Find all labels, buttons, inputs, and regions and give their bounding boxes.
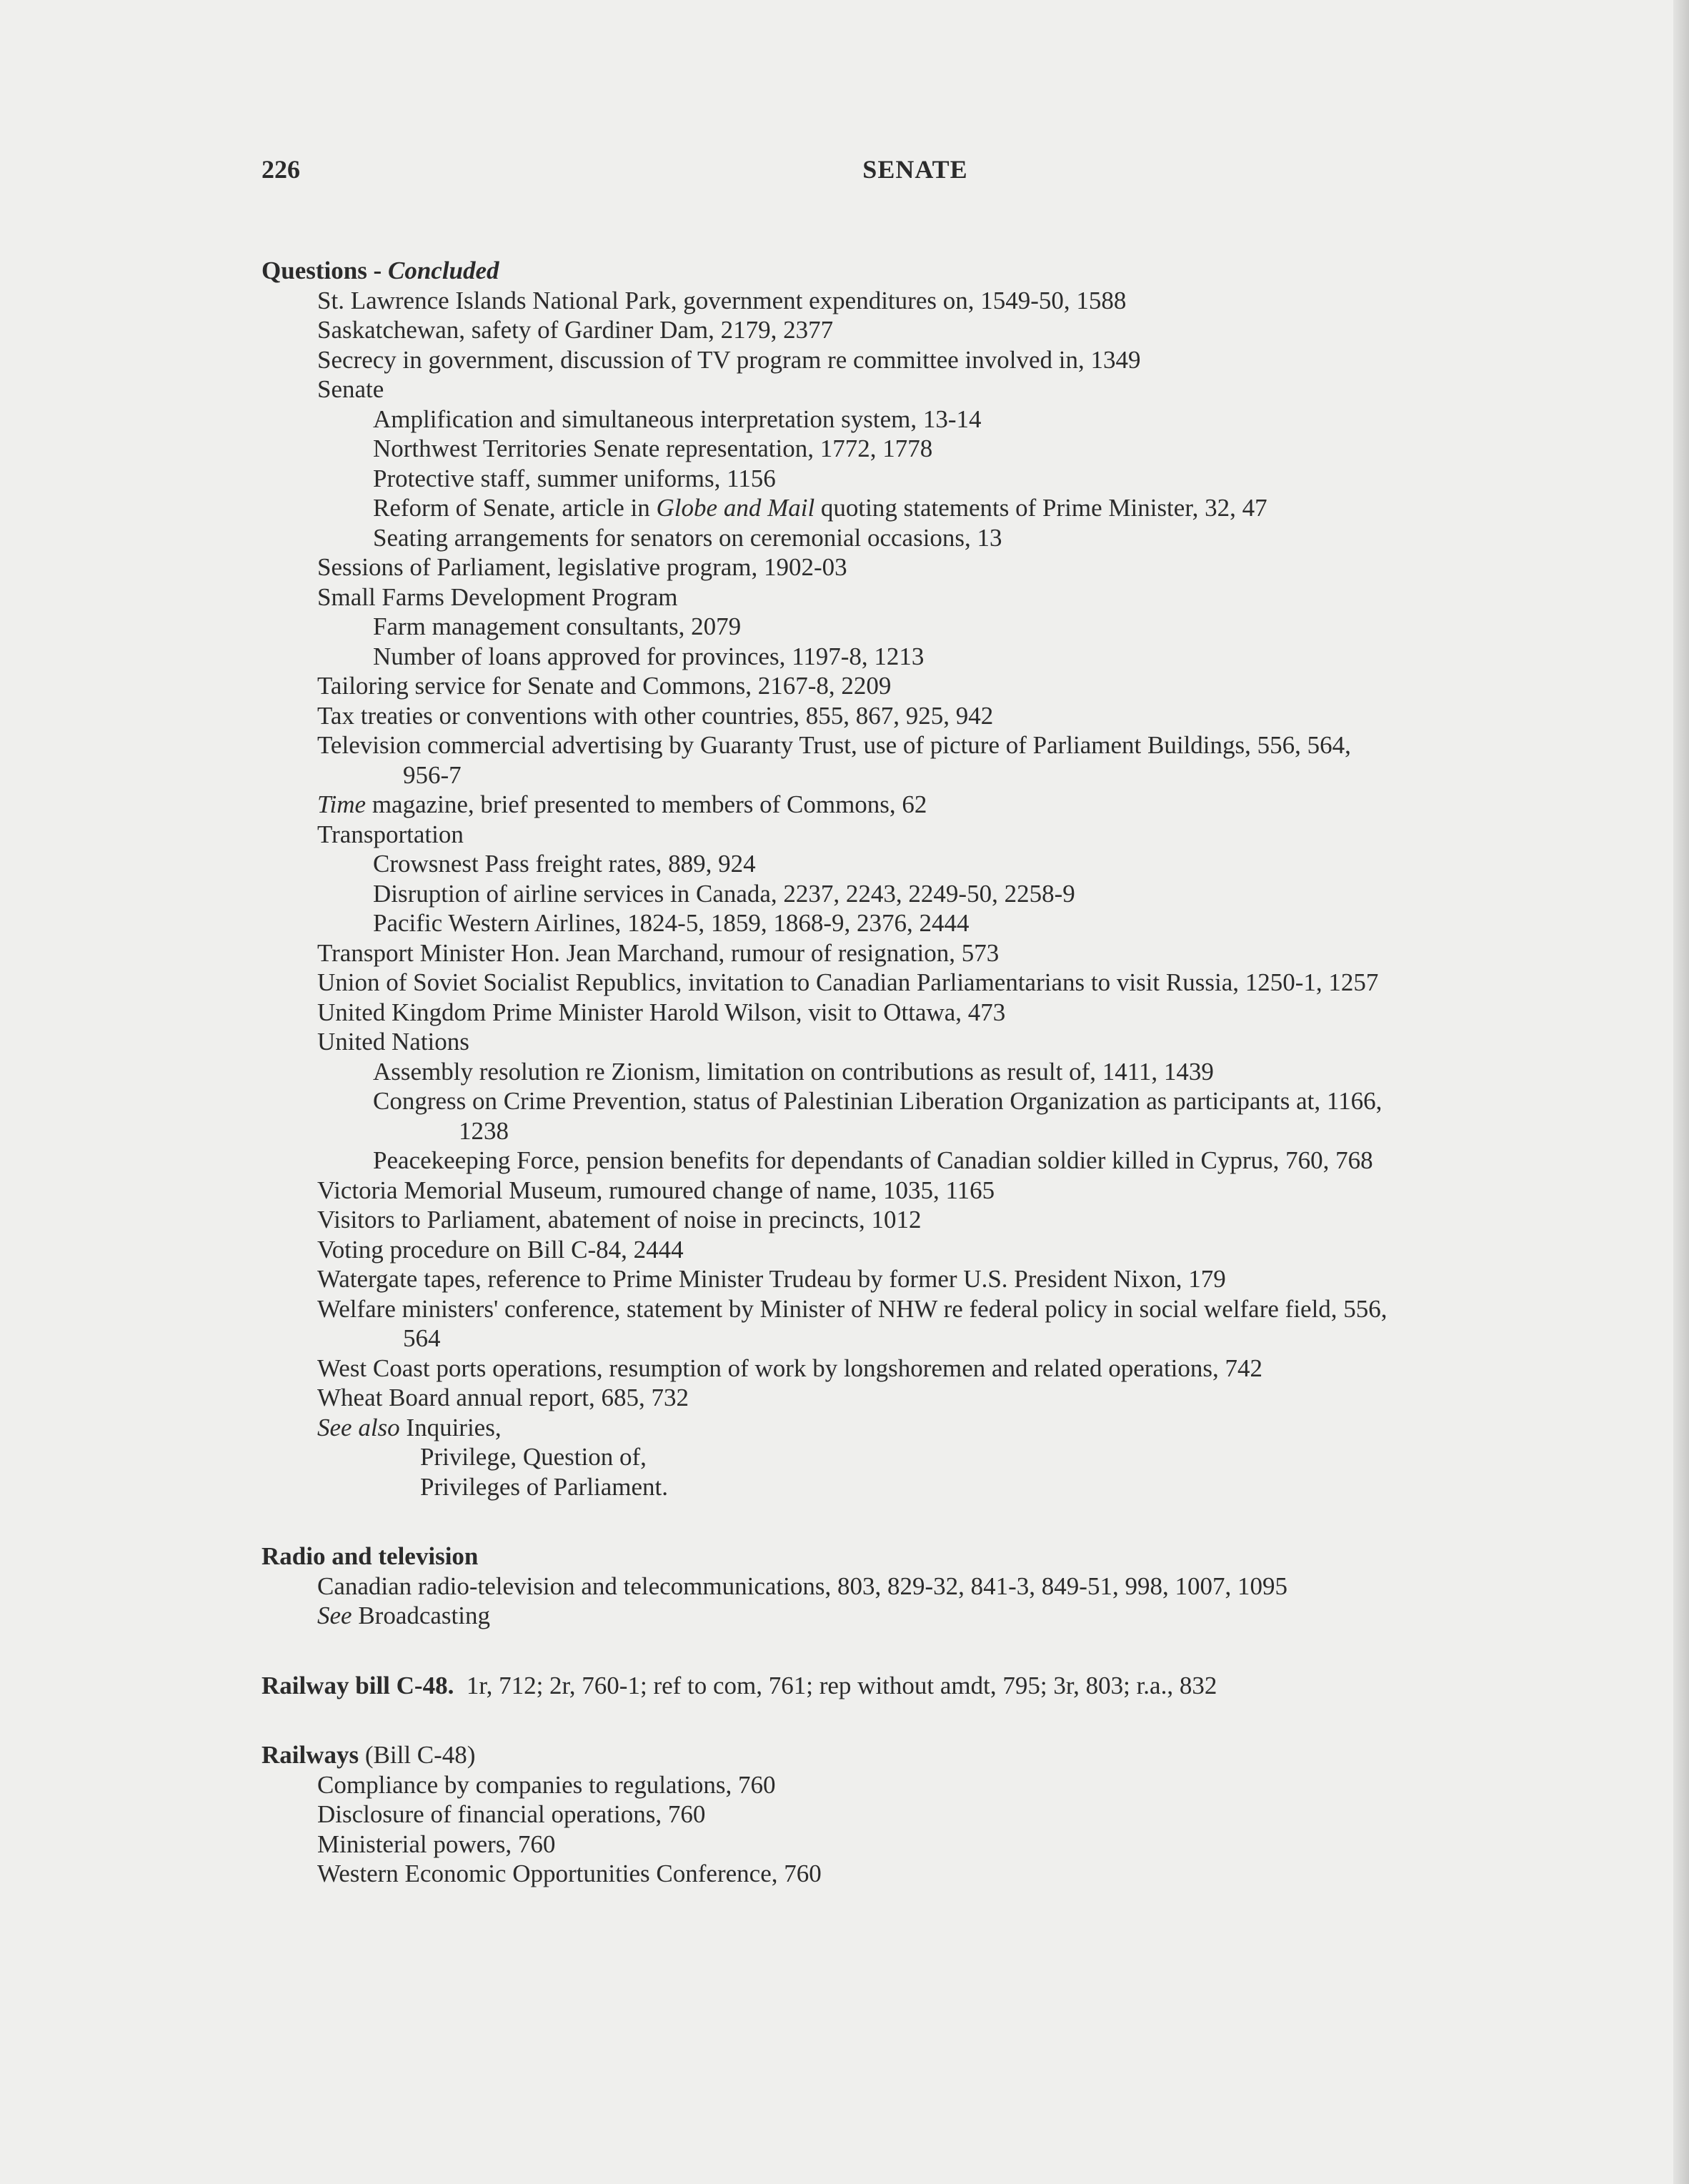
index-entry: Small Farms Development Program bbox=[317, 582, 678, 611]
section-gap bbox=[261, 1502, 1569, 1542]
index-entry: Saskatchewan, safety of Gardiner Dam, 2179, 2377 bbox=[317, 316, 834, 344]
see-reference: See Broadcasting bbox=[317, 1602, 491, 1629]
index-entry: Western Economic Opportunities Conference, 760 bbox=[317, 1860, 822, 1887]
railway-bill-entry: Railway bill C-48. 1r, 712; 2r, 760-1; ref to com, 761; rep without amdt, 795; 3r, 803; r.a., 832 bbox=[261, 1671, 1217, 1699]
index-subentry: Amplification and simultaneous interpretation system, 13-14 bbox=[373, 404, 982, 433]
index-entry: West Coast ports operations, resumption of work by longshoremen and related operations, 742 bbox=[317, 1354, 1263, 1382]
index-subentry: Disruption of airline services in Canada, 2237, 2243, 2249-50, 2258-9 bbox=[373, 879, 1075, 908]
index-entry: Ministerial powers, 760 bbox=[317, 1830, 556, 1858]
section-gap bbox=[261, 1631, 1569, 1671]
index-entry: Tax treaties or conventions with other countries, 855, 867, 925, 942 bbox=[317, 701, 994, 730]
index-entry: Secrecy in government, discussion of TV program re committee involved in, 1349 bbox=[317, 345, 1141, 374]
see-also-reference: Privileges of Parliament. bbox=[420, 1472, 669, 1501]
index-entry: Compliance by companies to regulations, 760 bbox=[317, 1770, 776, 1799]
index-entry: Welfare ministers' conference, statement by Minister of NHW re federal policy in social welfare field, 556, 564 bbox=[317, 1294, 1387, 1352]
page-edge-shadow bbox=[1673, 0, 1689, 2184]
index-entry: St. Lawrence Islands National Park, government expenditures on, 1549-50, 1588 bbox=[317, 286, 1127, 314]
index-entry: Senate bbox=[317, 375, 384, 403]
page-header bbox=[261, 154, 1569, 197]
index-entry: Union of Soviet Socialist Republics, invitation to Canadian Parliamentarians to visit Russia, 1250-1, 1257 bbox=[317, 968, 1379, 996]
index-subentry: Farm management consultants, 2079 bbox=[373, 612, 742, 640]
see-also-reference: See also Inquiries, bbox=[317, 1413, 502, 1441]
index-subentry: Congress on Crime Prevention, status of Palestinian Liberation Organization as participants at, 1166, 1238 bbox=[373, 1087, 1382, 1145]
index-content bbox=[261, 256, 1569, 1889]
railways-heading: Railways (Bill C-48) bbox=[261, 1741, 476, 1769]
index-entry: United Kingdom Prime Minister Harold Wilson, visit to Ottawa, 473 bbox=[317, 998, 1006, 1026]
index-subentry: Pacific Western Airlines, 1824-5, 1859, 1868-9, 2376, 2444 bbox=[373, 909, 970, 937]
radio-television-heading: Radio and television bbox=[261, 1542, 479, 1570]
index-entry: Transportation bbox=[317, 820, 464, 848]
section-gap bbox=[261, 1700, 1569, 1740]
index-entry: United Nations bbox=[317, 1028, 469, 1056]
index-entry: Transport Minister Hon. Jean Marchand, rumour of resignation, 573 bbox=[317, 938, 1000, 967]
index-subentry: Peacekeeping Force, pension benefits for dependants of Canadian soldier killed in Cyprus, 760, 768 bbox=[373, 1146, 1373, 1174]
index-entry: Canadian radio-television and telecommunications, 803, 829-32, 841-3, 849-51, 998, 1007, 1095 bbox=[317, 1572, 1287, 1600]
index-subentry: Crowsnest Pass freight rates, 889, 924 bbox=[373, 850, 756, 878]
index-entry: Television commercial advertising by Guaranty Trust, use of picture of Parliament Buildings, 556, 564, 956-7 bbox=[317, 731, 1351, 789]
running-head: SENATE bbox=[862, 155, 968, 184]
index-subentry: Protective staff, summer uniforms, 1156 bbox=[373, 464, 776, 492]
index-subentry: Northwest Territories Senate representation, 1772, 1778 bbox=[373, 435, 933, 462]
index-entry: Sessions of Parliament, legislative program, 1902-03 bbox=[317, 553, 847, 581]
index-subentry: Assembly resolution re Zionism, limitation on contributions as result of, 1411, 1439 bbox=[373, 1057, 1214, 1086]
index-subentry: Seating arrangements for senators on ceremonial occasions, 13 bbox=[373, 523, 1002, 552]
index-entry: Voting procedure on Bill C-84, 2444 bbox=[317, 1235, 684, 1264]
index-subentry: Reform of Senate, article in Globe and Mail quoting statements of Prime Minister, 32, 47 bbox=[373, 494, 1267, 522]
see-also-reference: Privilege, Question of, bbox=[420, 1443, 647, 1471]
questions-heading: Questions - Concluded bbox=[261, 257, 499, 284]
index-entry: Visitors to Parliament, abatement of noise in precincts, 1012 bbox=[317, 1206, 922, 1234]
index-entry: Tailoring service for Senate and Commons, 2167-8, 2209 bbox=[317, 672, 892, 700]
page-number: 226 bbox=[261, 155, 300, 184]
index-entry: Watergate tapes, reference to Prime Minister Trudeau by former U.S. President Nixon, 179 bbox=[317, 1265, 1226, 1293]
index-subentry: Number of loans approved for provinces, 1197-8, 1213 bbox=[373, 642, 925, 670]
index-entry: Wheat Board annual report, 685, 732 bbox=[317, 1384, 689, 1411]
index-entry: Time magazine, brief presented to members of Commons, 62 bbox=[317, 790, 927, 818]
index-entry: Victoria Memorial Museum, rumoured change of name, 1035, 1165 bbox=[317, 1176, 995, 1204]
index-entry: Disclosure of financial operations, 760 bbox=[317, 1800, 706, 1828]
